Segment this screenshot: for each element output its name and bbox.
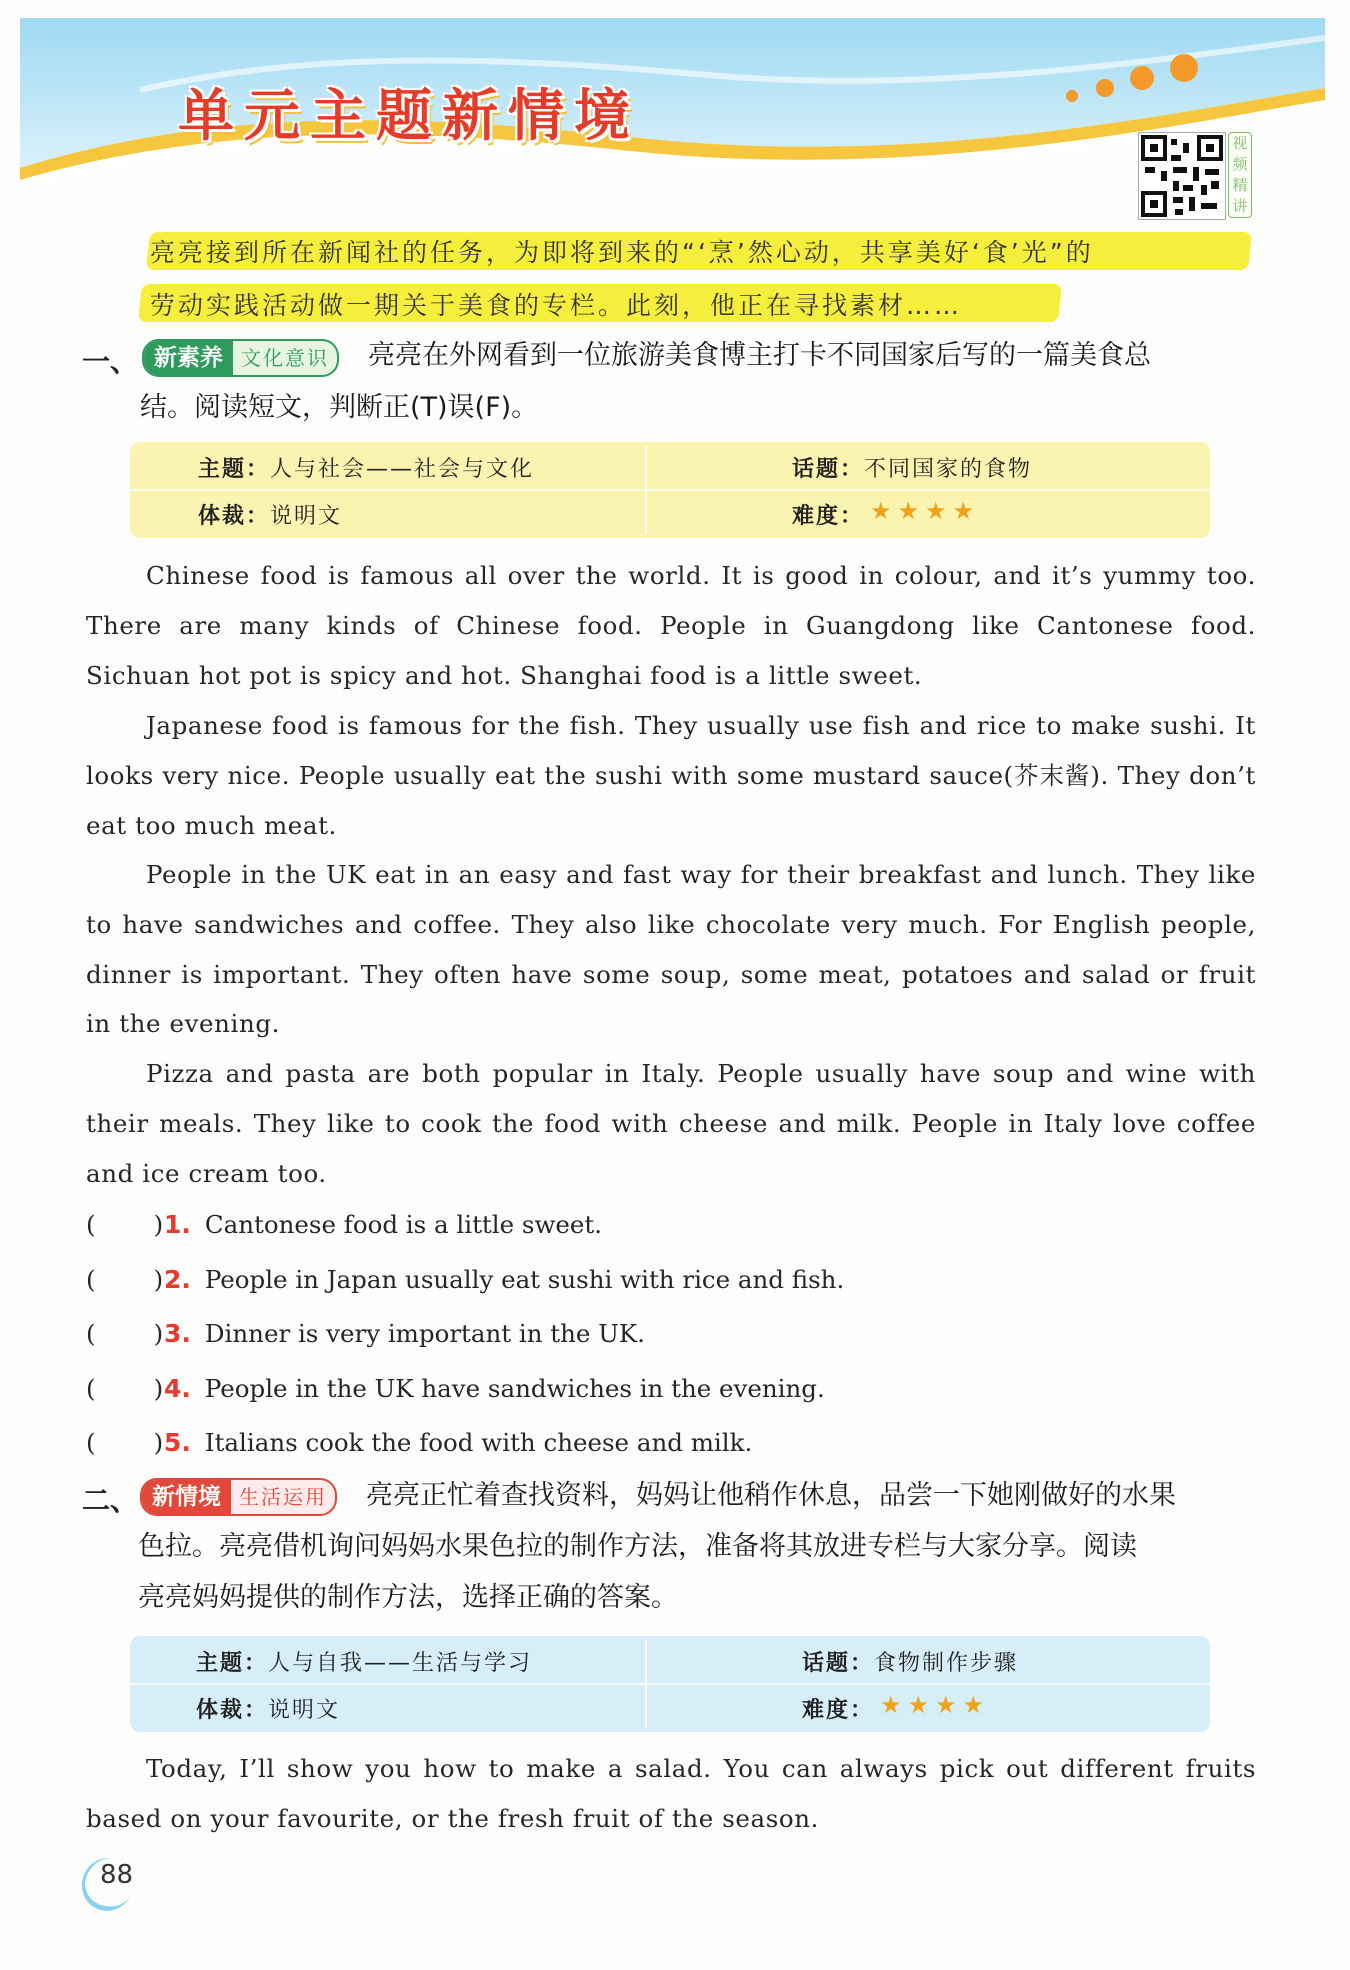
reading-paragraph-1 [86, 551, 1256, 700]
question-text: People in the UK have sandwiches in the evening. [204, 1374, 825, 1403]
qr-label-char: 讲 [1232, 197, 1248, 215]
question-text: Dinner is very important in the UK. [204, 1319, 645, 1348]
paragraph-text: Today, I’ll show you how to make a salad. You can always pick out different fruits based on your favourite, or the fresh fruit of the season. [86, 1754, 1256, 1833]
section1-number: 一、 [82, 345, 139, 378]
info-row-divider [130, 489, 1210, 491]
section1-info-box [130, 442, 1210, 538]
question-text: People in Japan usually eat sushi with rice and fish. [204, 1265, 845, 1294]
question-2[interactable] [86, 1260, 1256, 1300]
section1-instruction-2: 结。阅读短文，判断正(T)误(F)。 [140, 392, 539, 423]
qr-label-char: 频 [1232, 155, 1248, 173]
info-subject-label: 话题： [792, 457, 865, 482]
reading-paragraph-4 [86, 1049, 1256, 1198]
info-topic [198, 452, 534, 483]
info-genre [196, 1693, 340, 1724]
info-row-divider [130, 1683, 1210, 1685]
section1-tag [142, 339, 339, 377]
qr-code-icon[interactable] [1138, 132, 1226, 220]
paragraph-text: People in the UK eat in an easy and fast way for their breakfast and lunch. They like to have sandwiches and coffee. They also like chocolate very much. For English people, dinner is important. They often have some soup, some meat, potatoes and salad or fruit in the evening. [86, 860, 1256, 1039]
answer-blank[interactable]: ( ) [86, 1428, 164, 1457]
answer-blank[interactable]: ( ) [86, 1265, 164, 1294]
info-difficulty [792, 499, 864, 530]
section2-tag [140, 1478, 337, 1516]
unit-title: 单元主题新情境 [178, 84, 640, 149]
question-number: 5. [164, 1428, 191, 1457]
section2-paragraph [86, 1744, 1256, 1844]
reading-paragraph-2 [86, 701, 1256, 850]
intro-line-2: 劳动实践活动做一期关于美食的专栏。此刻，他正在寻找素材…… [150, 291, 963, 320]
section2-tag-sub: 生活运用 [239, 1485, 327, 1509]
section1-tag-main: 新素养 [144, 341, 233, 375]
question-5[interactable] [86, 1423, 1256, 1463]
info-genre-label: 体裁： [196, 1698, 269, 1723]
question-number: 2. [164, 1265, 191, 1294]
paragraph-text: Japanese food is famous for the fish. They usually use fish and rice to make sushi. It looks very nice. People usually eat the sushi with some mustard sauce(芥末酱). They don’t eat too much meat. [86, 711, 1256, 840]
section1-tag-sub: 文化意识 [241, 346, 329, 370]
video-lecture-label[interactable] [1228, 132, 1252, 218]
question-number: 3. [164, 1319, 191, 1348]
section2-instruction-1: 亮亮正忙着查找资料，妈妈让他稍作休息，品尝一下她刚做好的水果 [366, 1480, 1176, 1511]
section2-info-box [130, 1636, 1210, 1732]
info-difficulty [802, 1693, 874, 1724]
question-3[interactable] [86, 1314, 1256, 1354]
info-genre [198, 499, 342, 530]
answer-blank[interactable]: ( ) [86, 1319, 164, 1348]
question-4[interactable] [86, 1369, 1256, 1409]
section2-instruction-3: 亮亮妈妈提供的制作方法，选择正确的答案。 [138, 1582, 678, 1613]
info-subject [792, 452, 1032, 483]
info-topic-label: 主题： [196, 1651, 269, 1676]
question-text: Cantonese food is a little sweet. [204, 1210, 603, 1239]
info-genre-value: 说明文 [268, 1698, 341, 1723]
question-number: 4. [164, 1374, 191, 1403]
paragraph-text: Pizza and pasta are both popular in Italy. People usually have soup and wine with their meals. They like to cook the food with cheese and milk. People in Italy love coffee and ice cream too. [86, 1059, 1256, 1188]
question-text: Italians cook the food with cheese and milk. [204, 1428, 753, 1457]
info-topic-value: 人与自我——生活与学习 [268, 1651, 533, 1676]
intro-line-1: 亮亮接到所在新闻社的任务，为即将到来的“‘烹’然心动，共享美好‘食’光”的 [150, 238, 1094, 267]
difficulty-stars-icon: ★★★★ [870, 497, 981, 525]
section2-tag-main: 新情境 [142, 1480, 231, 1514]
info-genre-value: 说明文 [270, 504, 343, 529]
info-difficulty-label: 难度： [802, 1698, 875, 1723]
info-subject-value: 食物制作步骤 [874, 1651, 1019, 1676]
info-topic-label: 主题： [198, 457, 271, 482]
answer-blank[interactable]: ( ) [86, 1210, 164, 1239]
section2-number: 二、 [82, 1484, 139, 1517]
info-topic-value: 人与社会——社会与文化 [270, 457, 535, 482]
page-number: 88 [100, 1860, 134, 1890]
section1-instruction-1: 亮亮在外网看到一位旅游美食博主打卡不同国家后写的一篇美食总 [368, 340, 1151, 371]
reading-paragraph-3 [86, 850, 1256, 1049]
info-subject [802, 1646, 1018, 1677]
answer-blank[interactable]: ( ) [86, 1374, 164, 1403]
question-1[interactable] [86, 1205, 1256, 1245]
info-subject-value: 不同国家的食物 [864, 457, 1033, 482]
section2-instruction-2: 色拉。亮亮借机询问妈妈水果色拉的制作方法，准备将其放进专栏与大家分享。阅读 [138, 1531, 1137, 1562]
info-genre-label: 体裁： [198, 504, 271, 529]
qr-label-char: 视 [1232, 134, 1248, 152]
info-subject-label: 话题： [802, 1651, 875, 1676]
qr-label-char: 精 [1232, 176, 1248, 194]
info-topic [196, 1646, 532, 1677]
difficulty-stars-icon: ★★★★ [880, 1691, 991, 1719]
paragraph-text: Chinese food is famous all over the world. It is good in colour, and it’s yummy too. There are many kinds of Chinese food. People in Guangdong like Cantonese food. Sichuan hot pot is spicy and hot. Shanghai food is a little sweet. [86, 561, 1256, 690]
info-difficulty-label: 难度： [792, 504, 865, 529]
question-number: 1. [164, 1210, 191, 1239]
